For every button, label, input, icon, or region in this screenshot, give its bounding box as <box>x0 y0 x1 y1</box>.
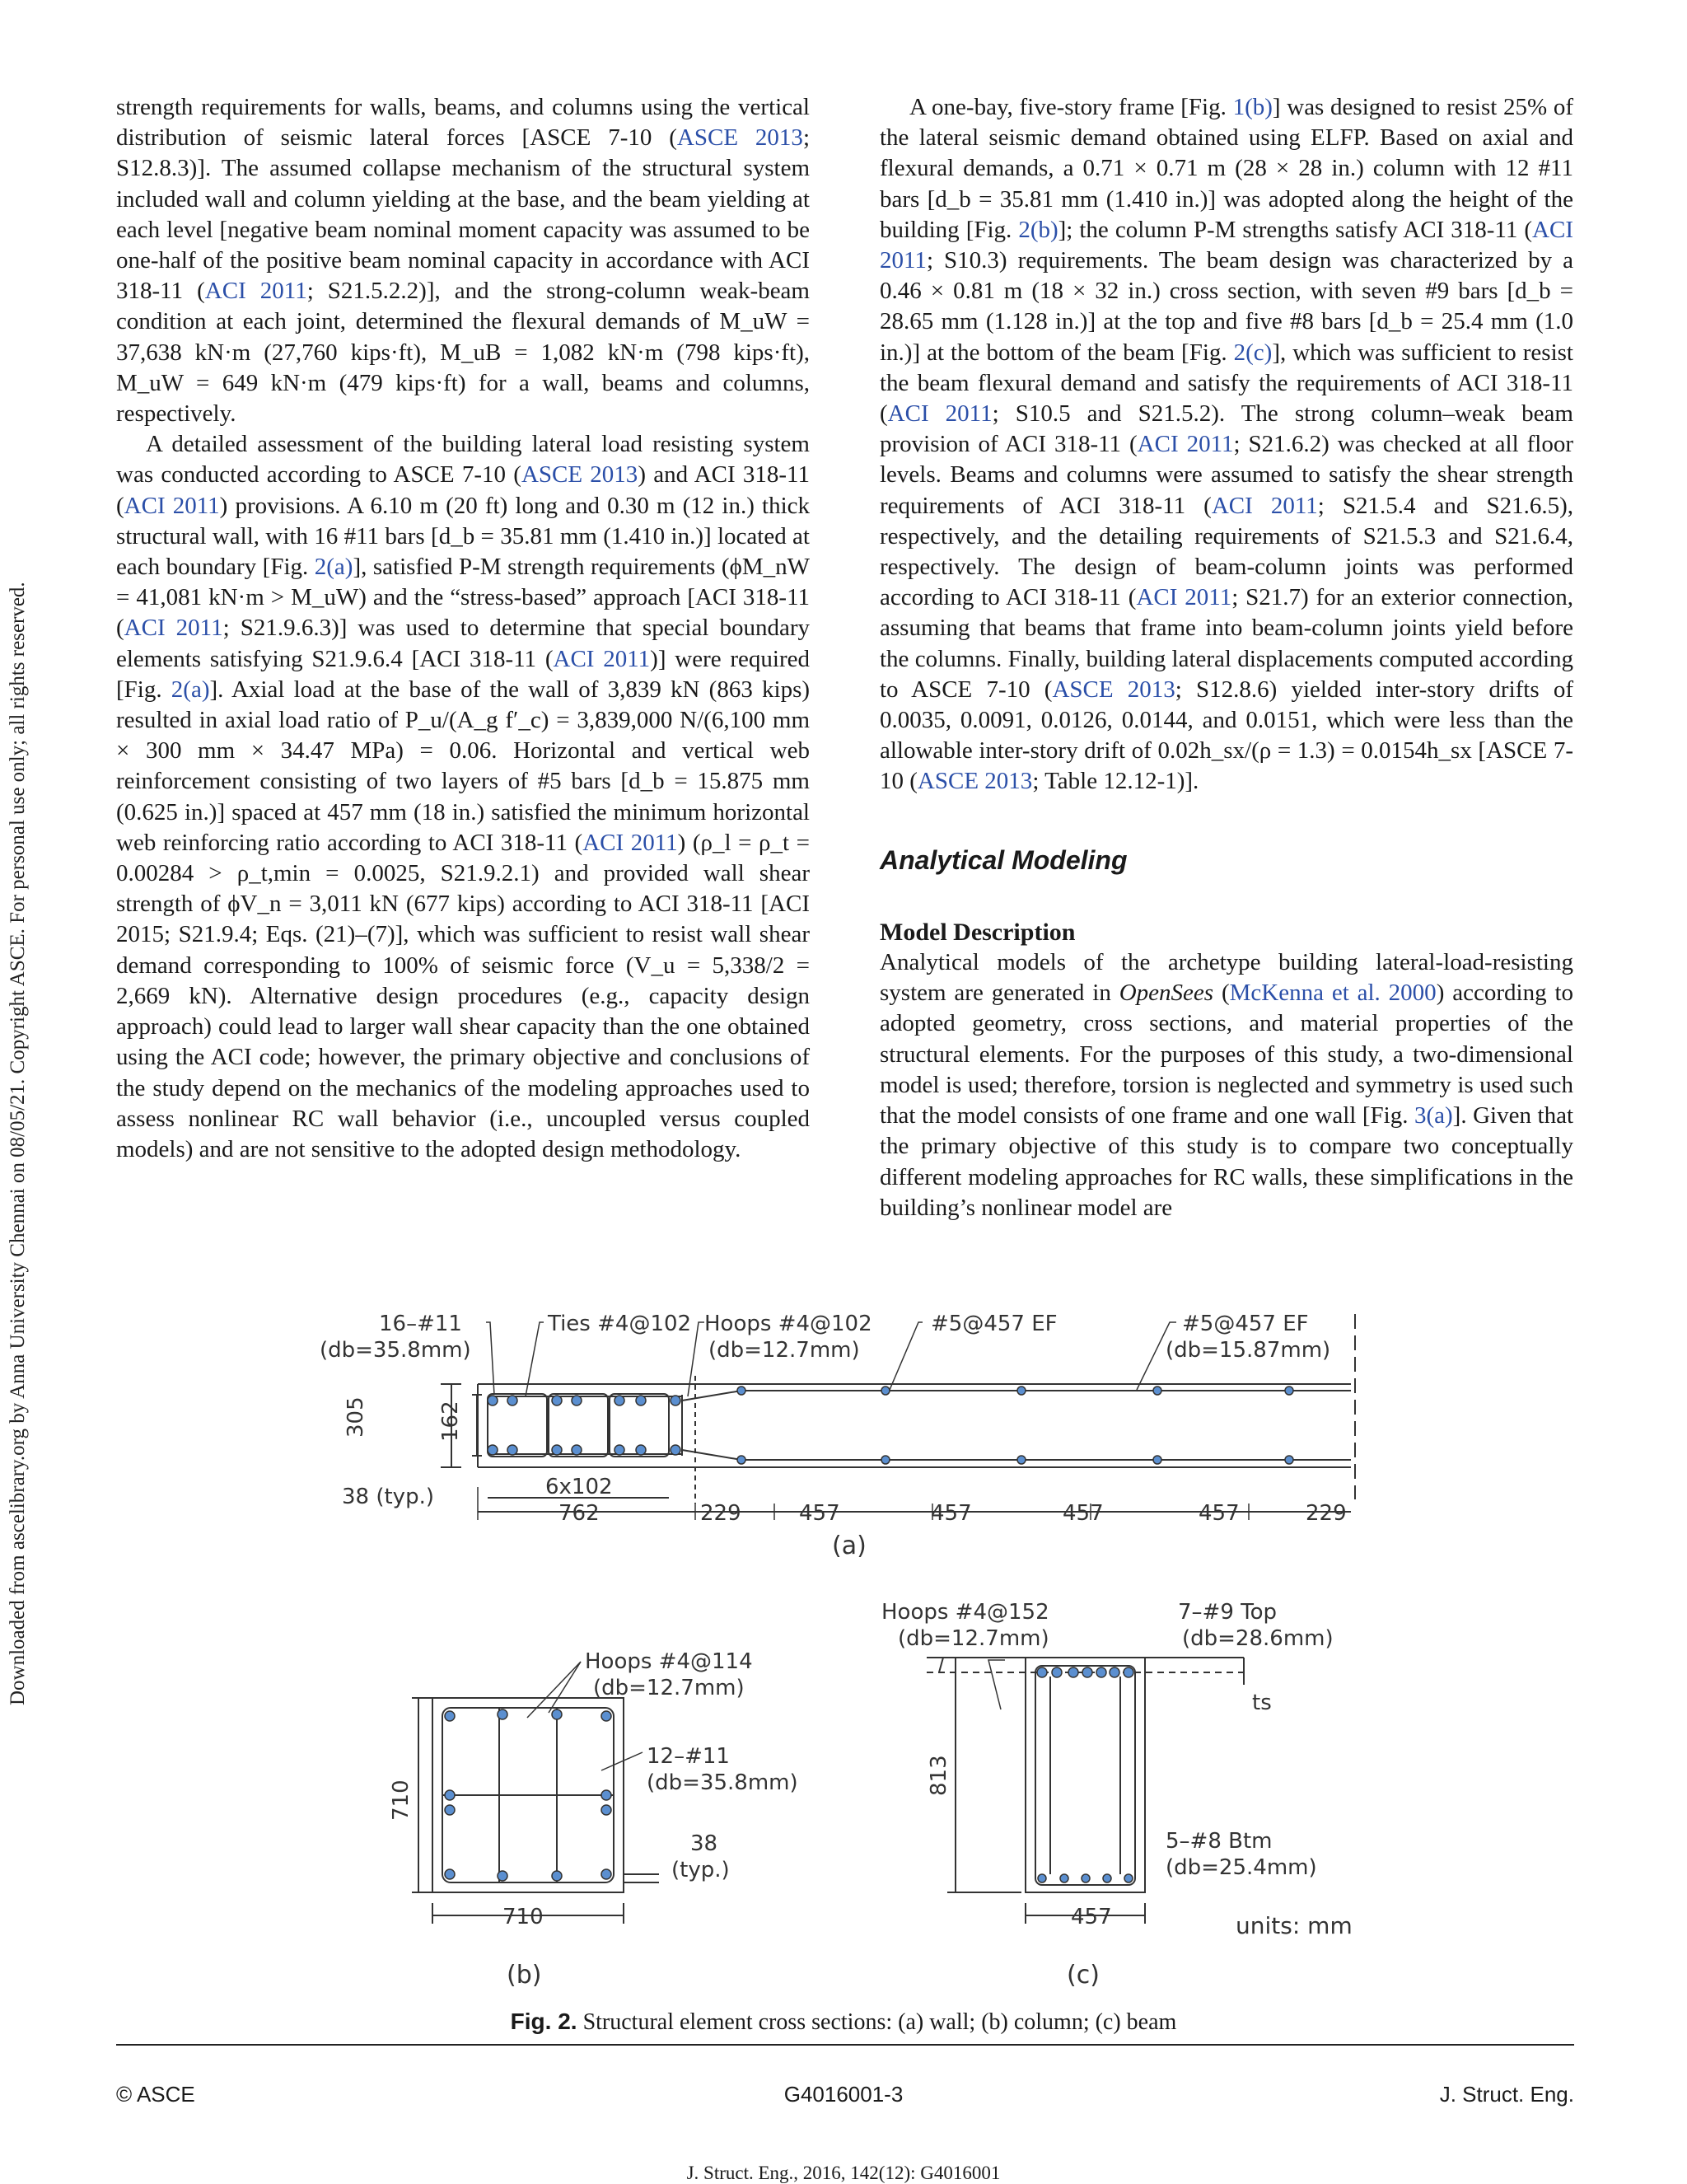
rebar-dots <box>445 1387 1293 1882</box>
column-callout: (db=35.8mm) <box>647 1770 798 1795</box>
citation-link[interactable]: ACI 2011 <box>124 492 220 519</box>
wall-callout: Hoops #4@102 <box>704 1312 872 1336</box>
wall-callout: #5@457 EF <box>931 1312 1058 1336</box>
figure-2-cross-sections <box>297 1298 1392 1998</box>
wall-dim: 457 <box>1199 1501 1240 1526</box>
column-dim: 710 <box>389 1779 414 1821</box>
citation-link[interactable]: McKenna et al. 2000 <box>1229 980 1437 1007</box>
panel-label: (c) <box>1067 1961 1100 1990</box>
wall-callout: (db=12.7mm) <box>708 1338 860 1363</box>
figure-link[interactable]: 2(a) <box>314 554 353 581</box>
beam-dim: 457 <box>1071 1905 1112 1929</box>
beam-callout: (db=28.6mm) <box>1182 1626 1334 1651</box>
wall-dim: 229 <box>700 1501 741 1526</box>
paragraph: A detailed assessment of the building lateral load resisting system was conducted according to ASCE 7-10 (ASCE 2013) and ACI 318-11 (ACI 2011) provisions. A 6.10 m (20 ft) long and 0.30 m (12 in.) thick structural wall, with 16 #11 bars [d_b = 35.81 mm (1.410 in.)] located at each boundary [Fig. 2(a)], satisfied P-M strength requirements (ϕM_nW = 41,081 kN·m > M_uW) and the “stress-based” approach [ACI 318-11 (ACI 2011; S21.9.6.3)] was used to determine that special boundary elements satisfying S21.9.6.4 [ACI 318-11 (ACI 2011)] were required [Fig. 2(a)]. Axial load at the base of the wall of 3,839 kN (863 kips) resulted in axial load ratio of P_u/(A_g f′_c) = 3,839,000 N/(6,100 mm × 300 mm × 34.47 MPa) = 0.06. Horizontal and vertical web reinforcement consisting of two layers of #5 bars [d_b = 15.875 mm (0.625 in.)] spaced at 457 mm (18 in.) satisfied the minimum horizontal web reinforcing ratio according to ACI 318-11 (ACI 2011) (ρ_l = ρ_t = 0.00284 > ρ_t,min = 0.0025, S21.9.2.1) and provided wall shear strength of ϕV_n = 3,011 kN (677 kips) according to ACI 318-11 [ACI 2015; S21.9.4; Eqs. (21)–(7)], which was sufficient to resist wall shear demand corresponding to 100% of seismic force (V_u = 5,338/2 = 2,669 kN). Alternative design procedures (e.g., capacity design approach) could lead to larger wall shear capacity than the one obtained using the ACI code; however, the primary objective and conclusions of the study depend on the mechanics of the modeling approaches used to assess nonlinear RC wall behavior (i.e., uncoupled versus coupled models) and are not sensitive to the adopted design methodology. <box>116 431 811 1162</box>
wall-callout: Ties #4@102 <box>548 1312 692 1336</box>
citation-link[interactable]: ACI 2011 <box>1211 492 1318 519</box>
beam-callout: ts <box>1252 1691 1272 1715</box>
wall-dim: 457 <box>931 1501 972 1526</box>
column-callout: Hoops #4@114 <box>585 1649 753 1674</box>
figure-link[interactable]: 1(b) <box>1232 94 1273 120</box>
wall-callout: 16–#11 <box>379 1312 462 1336</box>
wall-callout: (db=35.8mm) <box>320 1338 471 1363</box>
figure-link[interactable]: 2(b) <box>1018 216 1058 243</box>
wall-dim: 38 (typ.) <box>342 1485 434 1509</box>
beam-callout: (db=12.7mm) <box>898 1626 1049 1651</box>
wall-dim: 457 <box>1063 1501 1104 1526</box>
paragraph: Analytical models of the archetype building lateral-load-resisting system are generated in OpenSees (McKenna et al. 2000) according to adopted geometry, cross sections, and material properties of the structural elements. For the purposes of this study, a two-dimensional model is used; therefore, torsion is neglected and symmetry is used such that the model consists of one frame and one wall [Fig. 3(a)]. Given that the primary objective of this study is to compare two conceptually different modeling approaches for RC walls, these simplifications in the building’s nonlinear model are <box>880 949 1573 1221</box>
wall-callout: (db=15.87mm) <box>1166 1338 1331 1363</box>
column-callout: (typ.) <box>671 1858 730 1882</box>
bottom-citation: J. Struct. Eng., 2016, 142(12): G4016001 <box>686 2163 1001 2183</box>
citation-link[interactable]: ACI 2011 <box>204 278 307 305</box>
figure-link[interactable]: 2(c) <box>1233 339 1273 366</box>
citation-link[interactable]: ACI 2011 <box>1137 431 1234 458</box>
software-name: OpenSees <box>1119 980 1214 1007</box>
footer-journal: J. Struct. Eng. <box>1439 2082 1574 2107</box>
wall-dim: 305 <box>343 1396 368 1438</box>
caption-text: Structural element cross sections: (a) wall; (b) column; (c) beam <box>577 2009 1177 2035</box>
beam-callout: 7–#9 Top <box>1178 1600 1278 1625</box>
column-dim: 710 <box>502 1905 544 1929</box>
figure-link[interactable]: 3(a) <box>1414 1102 1453 1129</box>
footer-copyright: © ASCE <box>116 2082 195 2107</box>
footer-article-id: G4016001-3 <box>783 2082 904 2107</box>
paragraph: A one-bay, five-story frame [Fig. 1(b)] was designed to resist 25% of the lateral seismic demand obtained using ELFP. Based on axial and flexural demands, a 0.71 × 0.71 m (28 × 28 in.) column with 12 #11 bars [d_b = 35.81 mm (1.410 in.)] was adopted along the height of the building [Fig. 2(b)]; the column P-M strengths satisfy ACI 318-11 (ACI 2011; S10.3) requirements. The beam design was characterized by a 0.46 × 0.81 m (18 × 32 in.) cross section, with seven #9 bars [d_b = 28.65 mm (1.128 in.)] at the top and five #8 bars [d_b = 25.4 mm (1.0 in.)] at the bottom of the beam [Fig. 2(c)], which was sufficient to resist the beam flexural demand and satisfy the requirements of ACI 318-11 (ACI 2011; S10.5 and S21.5.2). The strong column–weak beam provision of ACI 318-11 (ACI 2011; S21.6.2) was checked at all floor levels. Beams and columns were assumed to satisfy the shear strength requirements of ACI 318-11 (ACI 2011; S21.5.4 and S21.6.5), respectively, and the detailing requirements of S21.5.3 and S21.6.4, respectively. The design of beam-column joints was performed according to ACI 318-11 (ACI 2011; S21.7) for an exterior connection, assuming that beams that frame into beam-column joints yield before the columns. Finally, building lateral displacements computed according to ASCE 7-10 (ASCE 2013; S12.8.6) yielded inter-story drifts of 0.0035, 0.0091, 0.0126, 0.0144, and 0.0151, which were less than the allowable inter-story drift of 0.02h_sx/(ρ = 1.3) = 0.0154h_sx [ASCE 7-10 (ASCE 2013; Table 12.12-1)]. <box>880 94 1574 795</box>
subsection-heading: Model Description <box>880 918 1076 946</box>
right-column <box>880 92 1573 1223</box>
figure-caption <box>0 2009 1687 2036</box>
beam-section-drawing <box>927 1658 1244 1924</box>
panel-label: (b) <box>507 1961 542 1990</box>
citation-link[interactable]: ACI 2011 <box>553 645 651 672</box>
citation-link[interactable]: ACI 2011 <box>582 829 678 856</box>
citation-link[interactable]: ACI 2011 <box>124 615 223 642</box>
citation-link[interactable]: ASCE 2013 <box>676 124 803 152</box>
figure-link[interactable]: 2(a) <box>171 676 210 703</box>
wall-dim: 457 <box>799 1501 840 1526</box>
wall-dim: 229 <box>1306 1501 1347 1526</box>
citation-link[interactable]: ASCE 2013 <box>917 768 1033 795</box>
paragraph: strength requirements for walls, beams, and columns using the vertical distribution of seismic lateral forces [ASCE 7-10 (ASCE 2013; S12.8.3)]. The assumed collapse mechanism of the structural system included wall and column yielding at the base, and the beam yielding at each level [negative beam nominal moment capacity was assumed to be one-half of the positive beam nominal capacity in accordance with ACI 318-11 (ACI 2011; S21.5.2.2)], and the strong-column weak-beam condition at each joint, determined the flexural demands of M_uW = 37,638 kN·m (27,760 kips·ft), M_uB = 1,082 kN·m (798 kips·ft), M_uW = 649 kN·m (479 kips·ft) for a wall, beams and columns, respectively. <box>116 94 810 428</box>
beam-callout: (db=25.4mm) <box>1166 1855 1317 1880</box>
beam-dim: 813 <box>927 1755 951 1796</box>
column-callout: 38 <box>690 1831 718 1856</box>
beam-callout: Hoops #4@152 <box>881 1600 1049 1625</box>
citation-link[interactable]: ACI 2011 <box>887 400 993 428</box>
wall-dim: 162 <box>438 1401 463 1442</box>
column-callout: (db=12.7mm) <box>593 1676 745 1700</box>
wall-callout: #5@457 EF <box>1182 1312 1309 1336</box>
wall-dim: 6x102 <box>545 1475 613 1499</box>
left-column <box>116 92 810 1165</box>
download-watermark: Downloaded from ascelibrary.org by Anna University Chennai on 08/05/21. Copyright ASCE. For personal use only; all rights reserved. <box>7 582 29 1705</box>
footer-divider <box>116 2044 1574 2046</box>
section-heading: Analytical Modeling <box>880 844 1128 875</box>
panel-label: (a) <box>832 1532 867 1560</box>
citation-link[interactable]: ACI 2011 <box>1136 584 1232 611</box>
units-note: units: mm <box>1236 1912 1353 1939</box>
citation-link[interactable]: ACI 2011 <box>880 216 1573 274</box>
column-callout: 12–#11 <box>647 1744 730 1769</box>
citation-link[interactable]: ASCE 2013 <box>521 461 638 489</box>
beam-callout: 5–#8 Btm <box>1166 1829 1273 1854</box>
caption-label: Fig. 2. <box>510 2009 577 2034</box>
citation-link[interactable]: ASCE 2013 <box>1052 676 1175 703</box>
wall-dim: 762 <box>558 1501 600 1526</box>
